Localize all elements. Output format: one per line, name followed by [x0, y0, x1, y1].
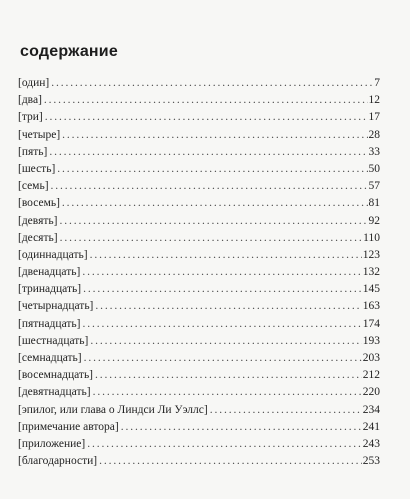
toc-entry — [18, 298, 380, 315]
dot-leader — [84, 350, 362, 367]
toc-entry — [18, 333, 380, 350]
toc-entry-label: [восемь] — [18, 197, 60, 210]
toc-entry-page-number: 81 — [368, 197, 380, 210]
toc-entry-page-number: 193 — [362, 334, 380, 347]
toc-entry-page-number: 241 — [362, 420, 380, 433]
toc-entry-label: [примечание автора] — [18, 420, 119, 433]
toc-entry — [18, 384, 380, 401]
toc-entry-label: [десять] — [18, 231, 58, 244]
toc-entry-label: [один] — [18, 77, 50, 89]
toc-entry-page-number: 92 — [368, 214, 380, 227]
dot-leader — [57, 161, 367, 178]
dot-leader — [51, 75, 373, 92]
dot-leader — [60, 230, 363, 247]
toc-entry-label: [три] — [18, 111, 43, 124]
toc-entry-page-number: 33 — [368, 145, 380, 158]
toc-entry-page-number: 12 — [368, 94, 380, 107]
dot-leader — [210, 402, 362, 419]
toc-entry-label: [девятнадцать] — [18, 386, 91, 399]
toc-entry-label: [двенадцать] — [18, 266, 81, 279]
toc-entry — [18, 213, 380, 230]
toc-entry-label: [шестнадцать] — [18, 334, 89, 347]
toc-entry-label: [эпилог, или глава о Линдси Ли Уэллс] — [18, 403, 208, 416]
toc-entry-label: [семь] — [18, 180, 49, 193]
toc-entry-page-number: 234 — [362, 403, 380, 416]
dot-leader — [51, 178, 368, 195]
dot-leader — [121, 419, 362, 436]
toc-entry-label: [четырнадцать] — [18, 300, 94, 313]
dot-leader — [62, 195, 368, 212]
toc-entry-page-number: 212 — [362, 369, 380, 382]
toc-entry-label: [тринадцать] — [18, 283, 82, 296]
toc-entry — [18, 127, 380, 144]
toc-entry-label: [девять] — [18, 214, 58, 227]
toc-entry — [18, 75, 380, 92]
dot-leader — [83, 281, 362, 298]
toc-entry — [18, 316, 380, 333]
toc-entry-page-number: 110 — [363, 231, 380, 244]
toc-entry-label: [восемнадцать] — [18, 369, 94, 382]
dot-leader — [90, 247, 362, 264]
toc-entry — [18, 195, 380, 212]
toc-entry-page-number: 132 — [362, 266, 380, 279]
dot-leader — [59, 213, 367, 230]
dot-leader — [93, 384, 362, 401]
toc-entry-label: [благодарности] — [18, 455, 98, 468]
toc-entry-page-number: 17 — [368, 111, 380, 124]
dot-leader — [62, 127, 367, 144]
toc-entry — [18, 161, 380, 178]
toc-entry-page-number: 50 — [368, 162, 380, 175]
toc-entry — [18, 92, 380, 109]
toc-entry-page-number: 123 — [362, 248, 380, 261]
toc-entry-page-number: 203 — [362, 352, 380, 364]
toc-entry — [18, 109, 380, 126]
toc-entry — [18, 367, 380, 384]
dot-leader — [99, 453, 362, 470]
dot-leader — [82, 316, 361, 333]
toc-entry — [18, 281, 380, 298]
table-of-contents — [18, 75, 380, 470]
toc-entry — [18, 436, 380, 453]
dot-leader — [90, 333, 361, 350]
dot-leader — [87, 436, 362, 453]
toc-entry-page-number: 253 — [362, 455, 380, 468]
toc-entry-page-number: 174 — [362, 317, 380, 330]
dot-leader — [49, 144, 367, 161]
toc-entry-label: [четыре] — [18, 128, 61, 141]
dot-leader — [95, 367, 362, 384]
toc-entry-page-number: 28 — [368, 128, 380, 141]
toc-entry-label: [два] — [18, 94, 42, 107]
toc-entry — [18, 264, 380, 281]
toc-entry-page-number: 163 — [362, 300, 380, 313]
toc-entry — [18, 178, 380, 195]
toc-entry-label: [приложение] — [18, 437, 86, 450]
toc-entry — [18, 350, 380, 367]
toc-entry — [18, 453, 380, 470]
toc-entry-page-number: 7 — [374, 77, 380, 89]
dot-leader — [45, 109, 368, 126]
toc-entry-label: [шесть] — [18, 162, 56, 175]
toc-entry — [18, 144, 380, 161]
page-title: содержание — [20, 43, 118, 60]
toc-entry-label: [пять] — [18, 145, 48, 158]
dot-leader — [82, 264, 361, 281]
dot-leader — [44, 92, 368, 109]
dot-leader — [95, 298, 361, 315]
toc-entry — [18, 230, 380, 247]
toc-entry-page-number: 57 — [368, 180, 380, 193]
toc-entry-label: [одиннадцать] — [18, 248, 88, 261]
toc-entry — [18, 402, 380, 419]
toc-entry — [18, 419, 380, 436]
toc-entry-label: [семнадцать] — [18, 352, 82, 364]
toc-entry-page-number: 243 — [362, 437, 380, 450]
toc-entry — [18, 247, 380, 264]
toc-entry-label: [пятнадцать] — [18, 317, 81, 330]
toc-entry-page-number: 220 — [362, 386, 380, 399]
toc-entry-page-number: 145 — [362, 283, 380, 296]
